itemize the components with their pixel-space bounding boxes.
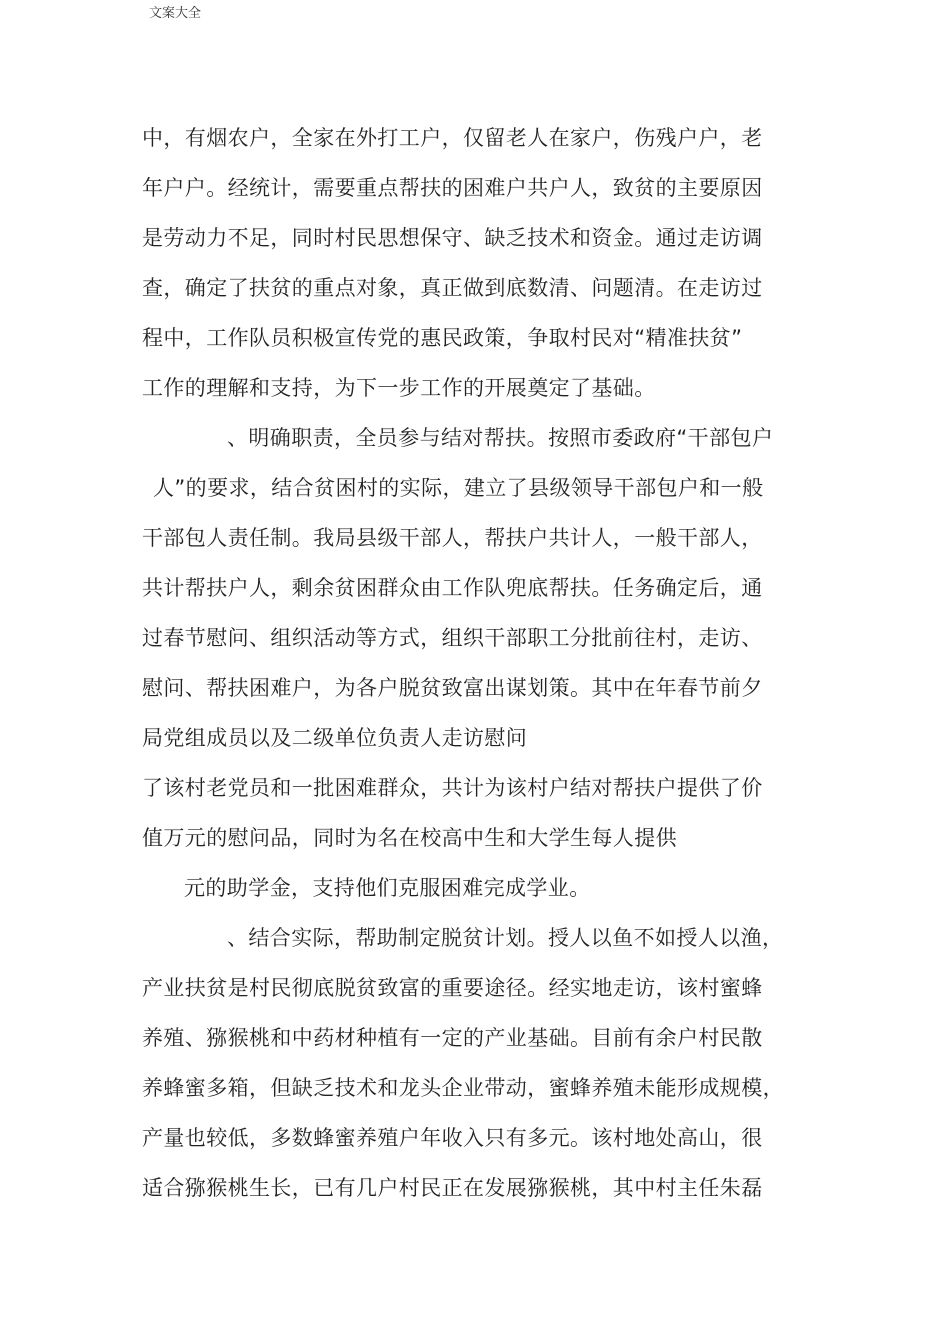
text-line: 干部包人责任制。我局县级干部人，帮扶户共计人，一般干部人， — [142, 526, 763, 550]
text-line: 产业扶贫是村民彻底脱贫致富的重要途径。经实地走访，该村蜜蜂 — [142, 976, 763, 1000]
text-line: 程中，工作队员积极宣传党的惠民政策，争取村民对“精准扶贫” — [142, 326, 743, 350]
text-line: 元的助学金，支持他们克服困难完成学业。 — [184, 876, 591, 900]
text-line: 中，有烟农户，全家在外打工户，仅留老人在家户，伤残户户，老 — [142, 126, 763, 150]
header-watermark: 文案大全 — [149, 6, 202, 21]
text-line: 查，确定了扶贫的重点对象，真正做到底数清、问题清。在走访过 — [142, 276, 763, 300]
text-line: 、结合实际，帮助制定脱贫计划。授人以鱼不如授人以渔， — [227, 926, 784, 950]
text-line: 慰问、帮扶困难户，为各户脱贫致富出谋划策。其中在年春节前夕 — [142, 676, 763, 700]
text-line: 工作的理解和支持，为下一步工作的开展奠定了基础。 — [142, 376, 656, 400]
text-line: 值万元的慰问品，同时为名在校高中生和大学生每人提供 — [142, 826, 677, 850]
text-line: 、明确职责，全员参与结对帮扶。按照市委政府“干部包户 — [227, 426, 774, 450]
text-line: 年户户。经统计，需要重点帮扶的困难户共户人，致贫的主要原因 — [142, 176, 763, 200]
text-line: 产量也较低，多数蜂蜜养殖户年收入只有多元。该村地处高山，很 — [142, 1126, 763, 1150]
text-line: 了该村老党员和一批困难群众，共计为该村户结对帮扶户提供了价 — [142, 776, 763, 800]
text-line: 养殖、猕猴桃和中药材种植有一定的产业基础。目前有余户村民散 — [142, 1026, 763, 1050]
text-line: 过春节慰问、组织活动等方式，组织干部职工分批前往村，走访、 — [142, 626, 763, 650]
text-line: 局党组成员以及二级单位负责人走访慰问 — [142, 726, 528, 750]
text-line: 人”的要求，结合贫困村的实际，建立了县级领导干部包户和一般 — [153, 476, 764, 500]
text-line: 共计帮扶户人，剩余贫困群众由工作队兜底帮扶。任务确定后，通 — [142, 576, 763, 600]
text-line: 是劳动力不足，同时村民思想保守、缺乏技术和资金。通过走访调 — [142, 226, 763, 250]
text-line: 养蜂蜜多箱，但缺乏技术和龙头企业带动，蜜蜂养殖未能形成规模， — [142, 1076, 784, 1100]
text-line: 适合猕猴桃生长，已有几户村民正在发展猕猴桃，其中村主任朱磊 — [142, 1176, 763, 1200]
